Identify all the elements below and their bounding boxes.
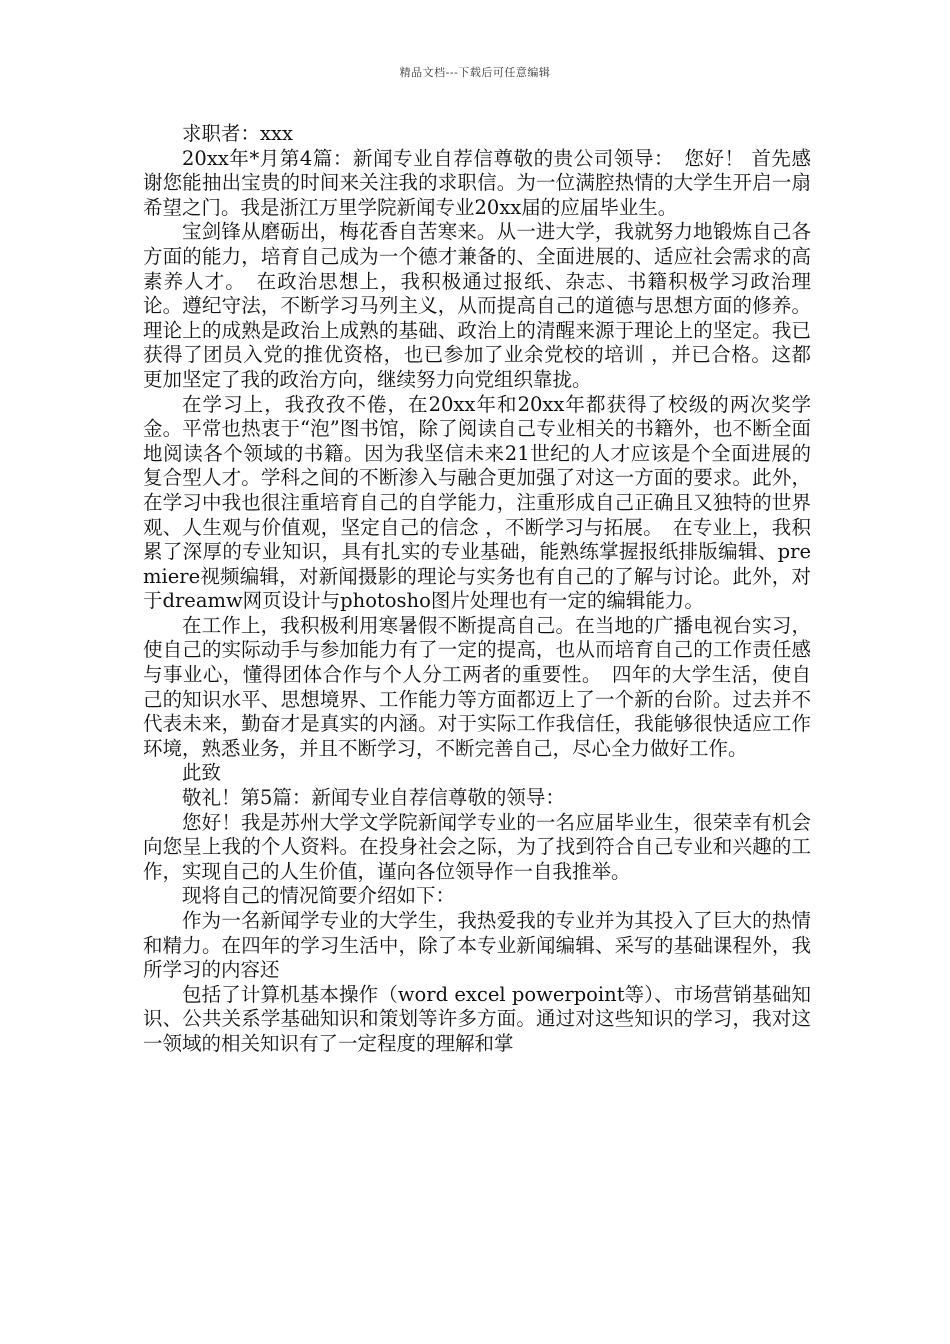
paragraph-letter-5-title: 敬礼！第5篇：新闻专业自荐信尊敬的领导： (182, 786, 565, 810)
paragraph-letter-5-greeting: 您好！我是苏州大学文学院新闻学专业的一名应届毕业生，很荣幸有机会向您呈上我的个人资料。在投身社会之际，为了找到符合自己专业和兴趣的工作，实现自己的人生价值，谨向各位领导作一自我推举。 (143, 810, 811, 883)
paragraph-letter-4-opening: 20xx年*月第4篇：新闻专业自荐信尊敬的贵公司领导： 您好！ 首先感谢您能抽出宝贵的时间来关注我的求职信。为一位满腔热情的大学生开启一扇希望之门。我是浙江万里学院新闻专业20xx届的应届毕业生。 (143, 146, 811, 219)
paragraph-closing-salutation: 此致 (182, 761, 222, 785)
paragraph-study: 在学习上，我孜孜不倦，在20xx年和20xx年都获得了校级的两次奖学金。平常也热衷于“泡”图书馆，除了阅读自己专业相关的书籍外，也不断全面地阅读各个领域的书籍。因为我坚信未来21世纪的人才应该是个全面进展的复合型人才。学科之间的不断渗入与融合更加强了对这一方面的要求。此外，在学习中我也很注重培育自己的自学能力，注重形成自己正确且又独特的世界观、人生观与价值观，坚定自己的信念 ，不断学习与拓展。 在专业上，我积累了深厚的专业知识，具有扎实的专业基础，能熟练掌握报纸排版编辑、premiere视频编辑，对新闻摄影的理论与实务也有自己的了解与讨论。此外，对于dreamw网页设计与photosho图片处理也有一定的编辑能力。 (143, 392, 811, 613)
document-body (143, 122, 811, 1057)
paragraph-applicant: 求职者：xxx (182, 122, 293, 145)
paragraph-major-passion: 作为一名新闻学专业的大学生，我热爱我的专业并为其投入了巨大的热情和精力。在四年的学习生活中，除了本专业新闻编辑、采写的基础课程外，我所学习的内容还 (143, 909, 811, 982)
paragraph-work: 在工作上，我积极利用寒暑假不断提高自己。在当地的广播电视台实习，使自己的实际动手与参加能力有了一定的提高，也从而培育自己的工作责任感与事业心，懂得团体合作与个人分工两者的重要性。 四年的大学生活，使自己的知识水平、思想境界、工作能力等方面都迈上了一个新的台阶。过去并不代表未来，勤奋才是真实的内涵。对于实际工作我信任，我能够很快适应工作环境，熟悉业务，并且不断学习，不断完善自己，尽心全力做好工作。 (143, 613, 811, 760)
page-header: 精品文档---下载后可任意编辑 (399, 66, 551, 79)
paragraph-coursework: 包括了计算机基本操作（word excel powerpoint等）、市场营销基础知识、公共关系学基础知识和策划等许多方面。通过对这些知识的学习，我对这一领域的相关知识有了一定程度的理解和掌 (143, 982, 811, 1055)
paragraph-introduction-lead: 现将自己的情况简要介绍如下： (182, 884, 456, 908)
paragraph-political-thought: 宝剑锋从磨砺出，梅花香自苦寒来。从一进大学，我就努力地锻炼自己各方面的能力，培育自己成为一个德才兼备的、全面进展的、适应社会需求的高素养人才。 在政治思想上，我积极通过报纸、杂志、书籍积极学习政治理论。遵纪守法，不断学习马列主义，从而提高自己的道德与思想方面的修养。理论上的成熟是政治上成熟的基础、政治上的清醒来源于理论上的坚定。我已获得了团员入党的推优资格，也已参加了业余党校的培训 ，并已合格。这都更加坚定了我的政治方向，继续努力向党组织靠拢。 (143, 220, 811, 391)
